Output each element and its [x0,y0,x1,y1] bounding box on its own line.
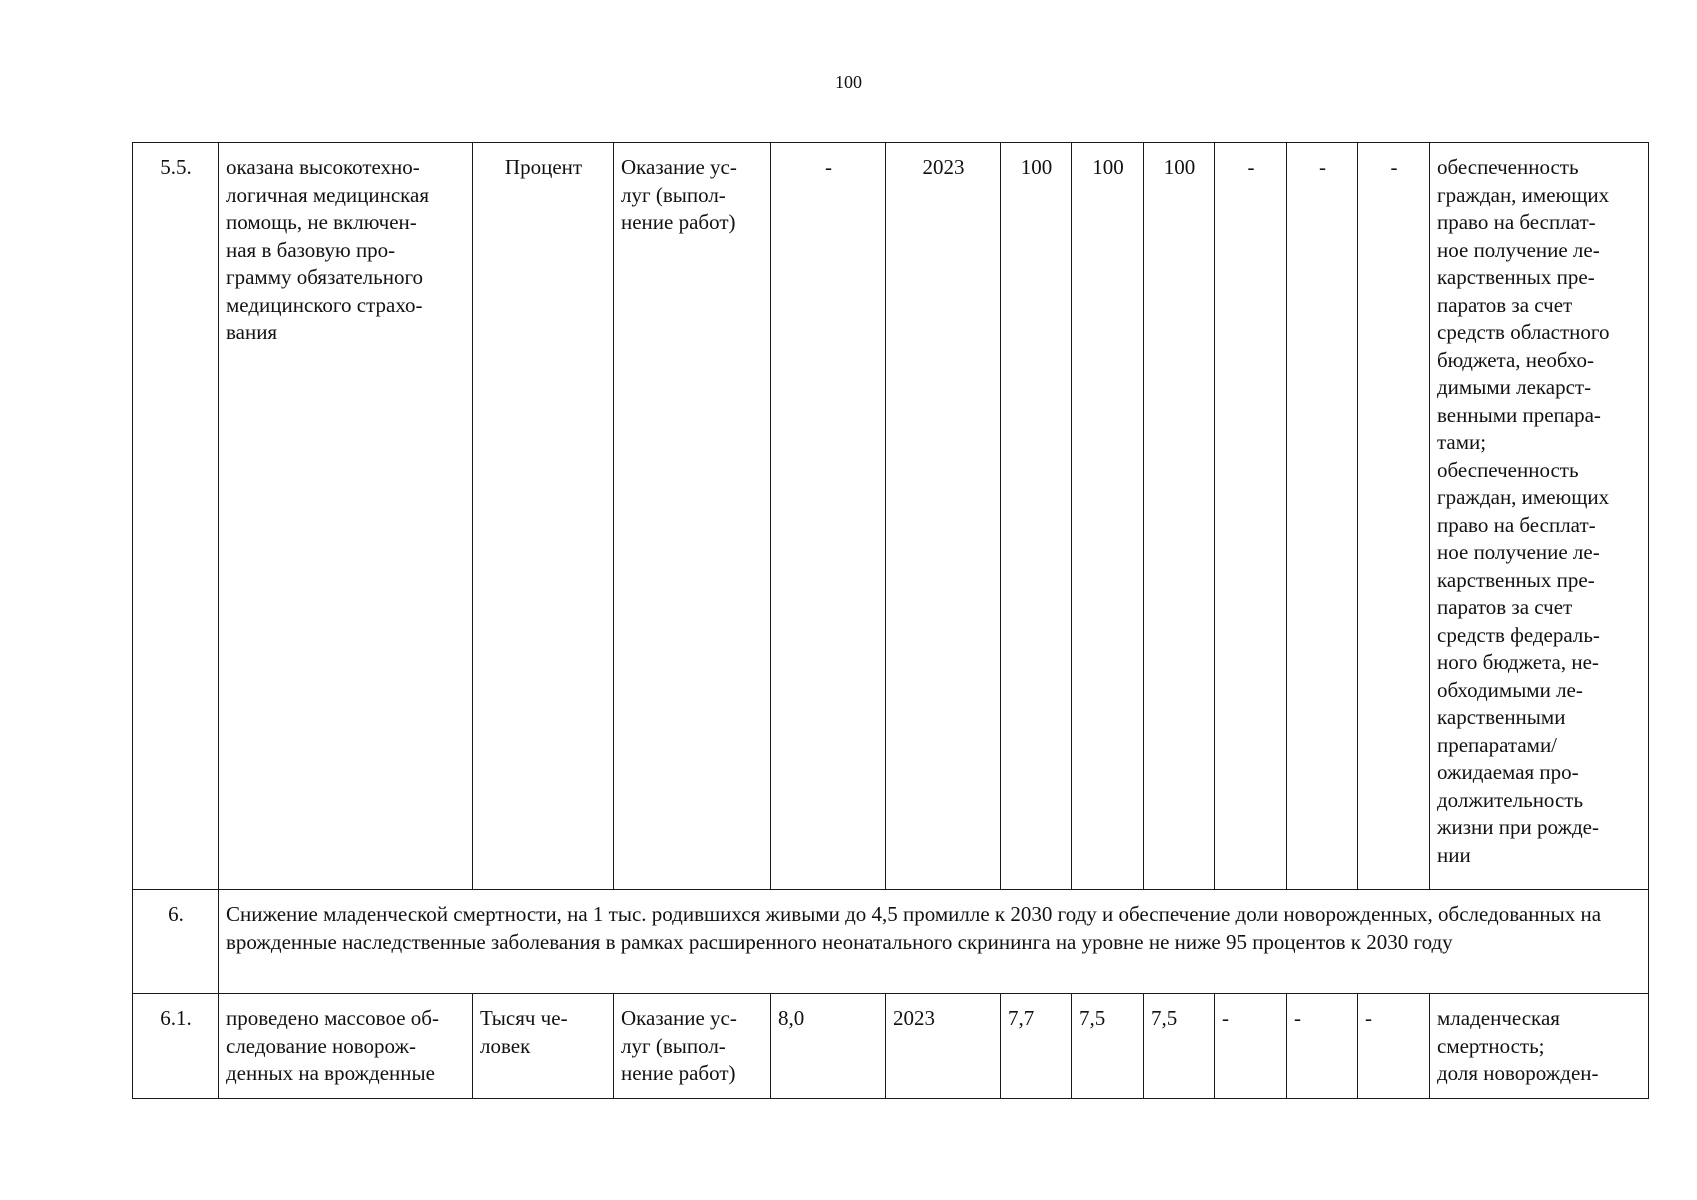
value-year-5: - [1287,994,1358,1099]
base-year: 2023 [886,143,1001,890]
goal-description: Снижение младенческой смертности, на 1 тыс. родившихся живыми до 4,5 промилле к 2030 году и обеспечение доли новорожденных, обследованных на врожденные наследственные заболевания в рамках расширенного неонатального скрининга на уровне не ниже 95 процентов к 2030 году [219,890,1649,994]
value-year-2: 100 [1072,143,1144,890]
base-value: - [771,143,886,890]
value-year-6: - [1358,143,1430,890]
unit-cell: Процент [473,143,614,890]
linked-indicators: обеспеченность граждан, имеющих право на бесплат- ное получение ле- карственных пре- паратов за счет средств областного бюджета, необхо- димыми лекарст- венными препара- тами; обеспеченность граждан, имеющих право на бесплат- ное получение ле- карственных пре- паратов за счет средств федераль- ного бюджета, не- обходимыми ле- карственными препаратами/ ожидаемая про- должительность жизни при рожде- нии [1430,143,1649,890]
value-year-1: 100 [1001,143,1072,890]
value-year-3: 7,5 [1144,994,1215,1099]
table-row [133,994,1649,1099]
page-number: 100 [835,72,862,92]
value-year-5: - [1287,143,1358,890]
result-name: проведено массовое об- следование новорож- денных на врожденные [219,994,473,1099]
indicators-table [132,142,1649,1099]
result-name: оказана высокотехно- логичная медицинская помощь, не включен- ная в базовую про- грамму обязательного медицинского страхо- вания [219,143,473,890]
linked-indicators: младенческая смертность; доля новорожден- [1430,994,1649,1099]
result-type: Оказание ус- луг (выпол- нение работ) [614,994,771,1099]
value-year-3: 100 [1144,143,1215,890]
value-year-4: - [1215,994,1287,1099]
table-row [133,143,1649,890]
row-number: 6. [133,890,219,994]
value-year-1: 7,7 [1001,994,1072,1099]
unit-cell: Тысяч че- ловек [473,994,614,1099]
base-value: 8,0 [771,994,886,1099]
value-year-6: - [1358,994,1430,1099]
value-year-4: - [1215,143,1287,890]
base-year: 2023 [886,994,1001,1099]
row-number: 5.5. [133,143,219,890]
value-year-2: 7,5 [1072,994,1144,1099]
result-type: Оказание ус- луг (выпол- нение работ) [614,143,771,890]
table-row [133,890,1649,994]
row-number: 6.1. [133,994,219,1099]
